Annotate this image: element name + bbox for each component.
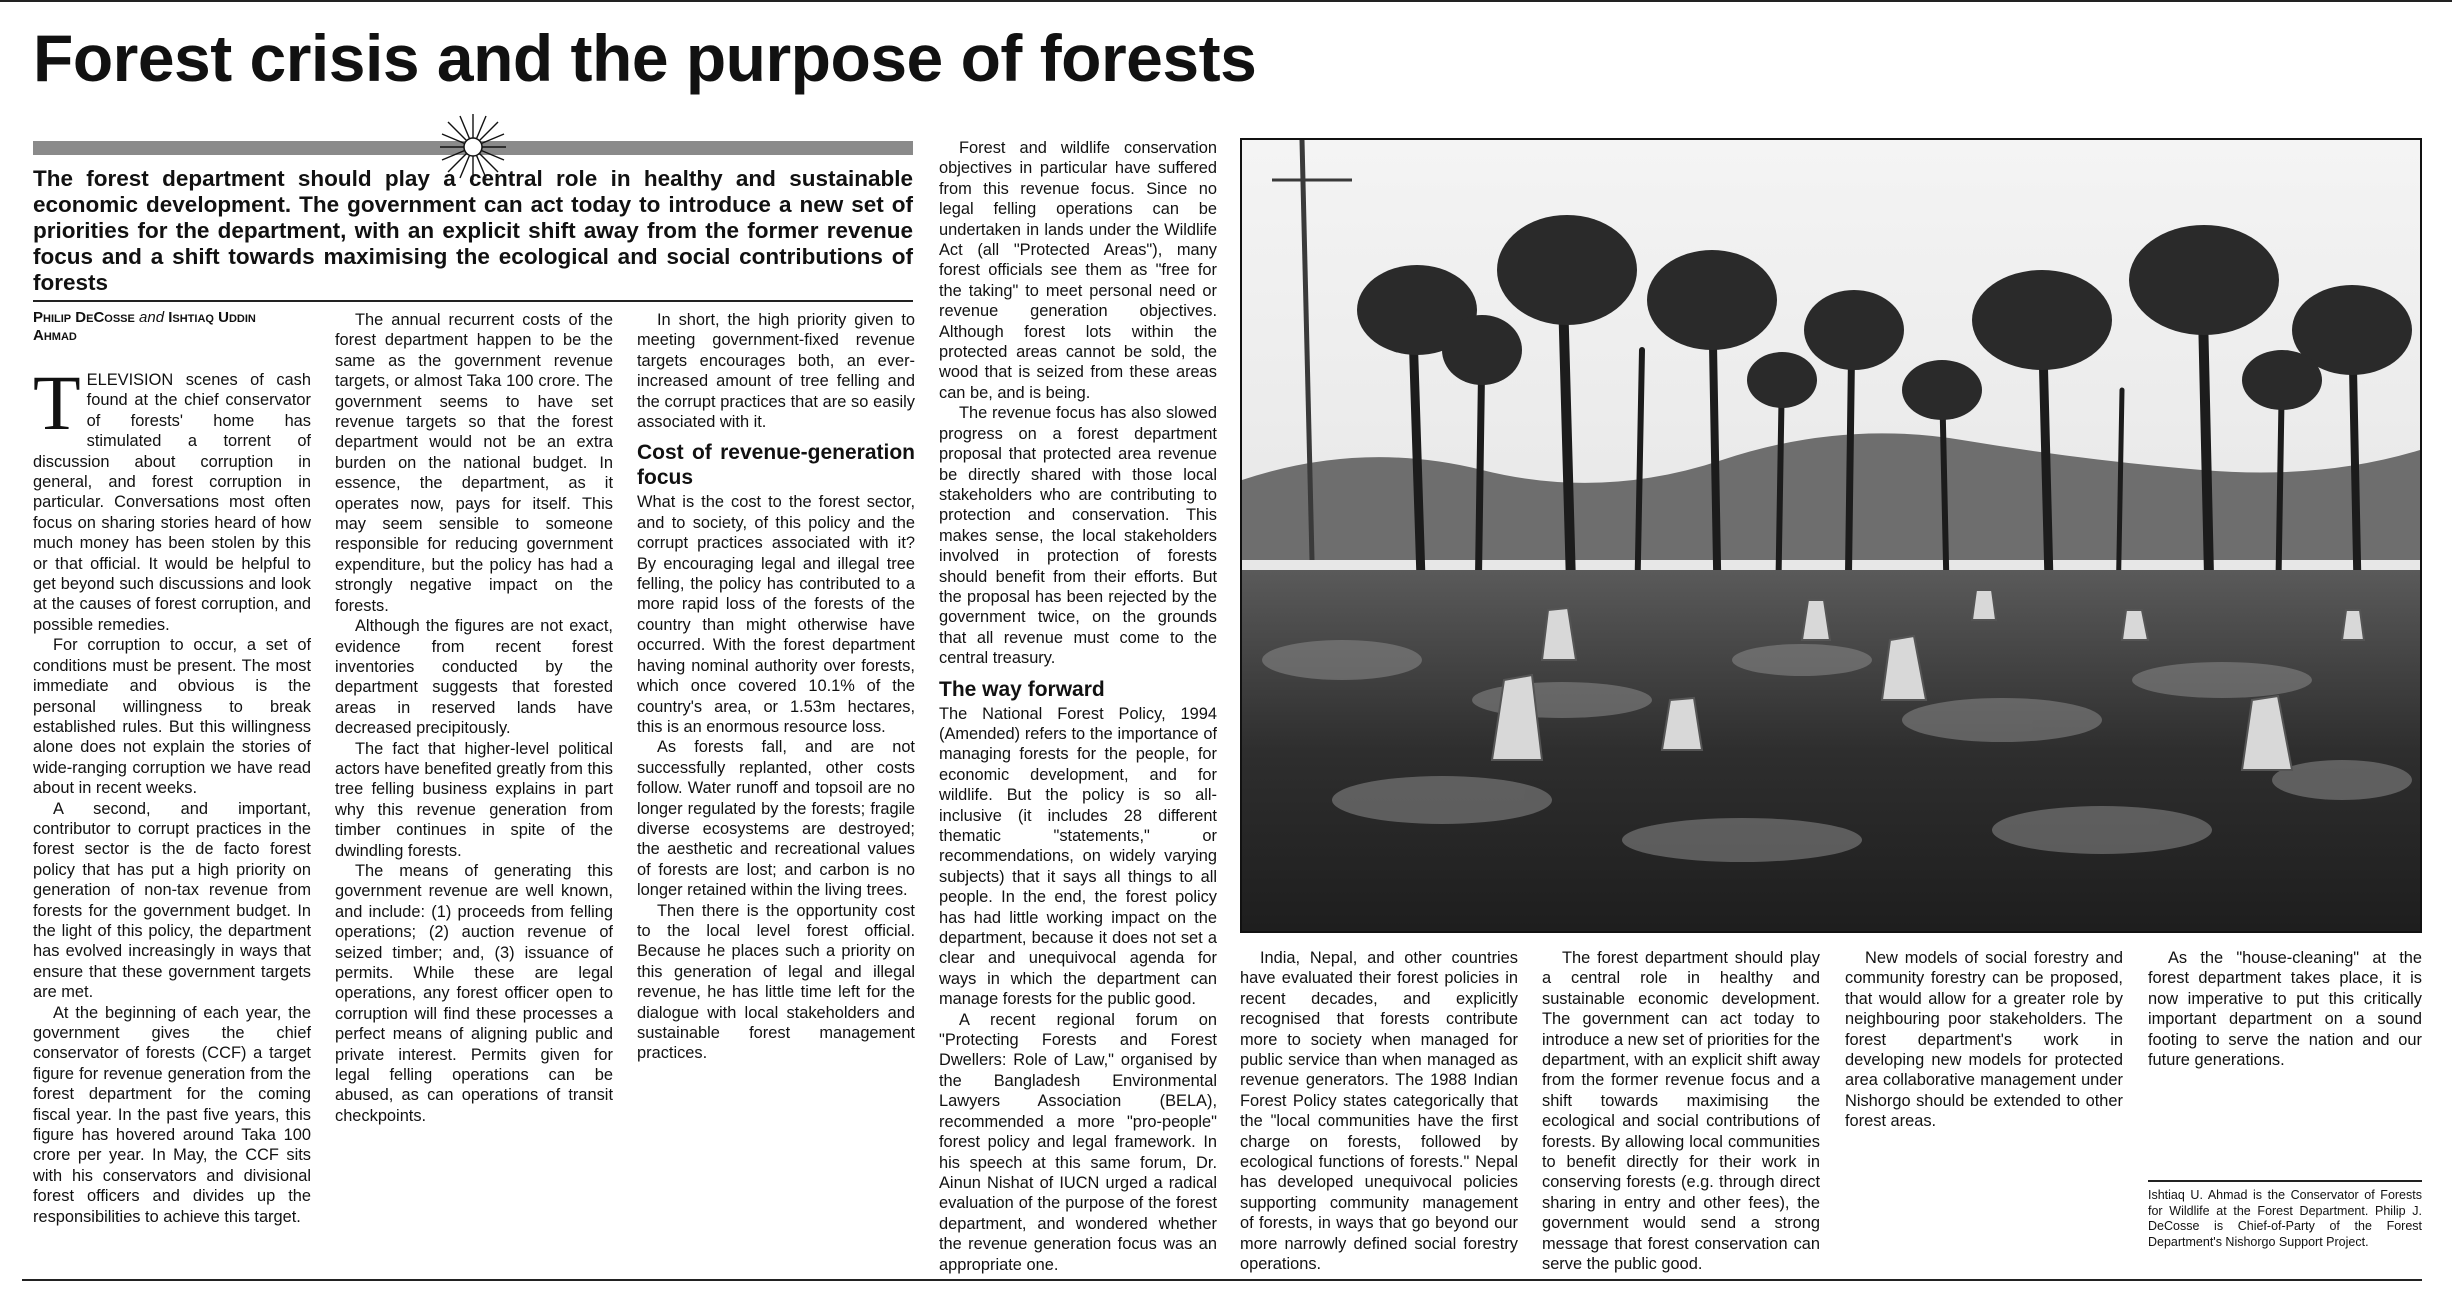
bottom-rule — [22, 1279, 2422, 1281]
byline-conjunction: and — [139, 309, 165, 326]
article-paragraph-12: Then there is the opportunity cost to the local level forest official. Because he places such a priority on this generation of legal and illegal revenue, he has little time left for the dialogue with local stakeholders and sustainable forest management practices. — [637, 901, 915, 1063]
bio-rule — [2148, 1180, 2422, 1182]
subhead-cost: Cost of revenue-generation focus — [637, 441, 915, 490]
article-paragraph-16: A recent regional forum on "Protecting Forests and Forest Dwellers: Role of Law," organised by the Bangladesh Environmental Lawyers Association (BELA), recommended a more "pro-people" forest policy and legal framework. In his speech at this same forum, Dr. Ainun Nishat of IUCN urged a radical evaluation of the purpose of the forest department, and wondered whether the revenue generation focus was an appropriate one. — [939, 1010, 1217, 1274]
dropcap: T — [33, 370, 81, 446]
byline — [33, 309, 303, 345]
byline-author-2: Ishtiaq Uddin Ahmad — [33, 309, 256, 344]
article-paragraph-8: The means of generating this government revenue are well known, and include: (1) proceeds from felling operations; (2) auction revenue of seized timber; and, (3) issuance of permits. While these are legal operations, any forest officer open to corruption will find these processes a perfect means of aligning public and private interest. Permits given for legal felling operations can be abused, as can operations of transit checkpoints. — [335, 861, 613, 1125]
article-paragraph-11: As forests fall, and are not successfully replanted, other costs follow. Water runoff and topsoil are no longer regulated by the forests; fragile diverse ecosystems are destroyed; the aesthetic and recreational values of forests are lost; and carbon is no longer retained within the living trees. — [637, 738, 915, 900]
deck-summary: The forest department should play a central role in healthy and sustainable economic development. The government can act today to introduce a new set of priorities for the department, with an explicit shift away from the former revenue focus and a shift towards maximising the ecological and social contributions of forests — [33, 166, 913, 295]
article-paragraph-2: For corruption to occur, a set of conditions must be present. The most immediate and obvious is the personal willingness to break established rules. But this willingness alone does not explain the stories of wide-ranging corruption we have read about in recent weeks. — [33, 636, 311, 798]
article-paragraph-5: The annual recurrent costs of the forest department happen to be the same as the government revenue targets, or almost Taka 100 crore. The government seems to have set revenue targets so that the forest department would not be an extra burden on the national budget. In essence, the department, as it operates now, pays for itself. This may seem sensible to someone responsible for reducing government expenditure, but the policy has had a strongly negative impact on the forests. — [335, 311, 613, 615]
article-column-2 — [335, 310, 613, 1275]
article-paragraph-7: The fact that higher-level political actors have benefited greatly from this tree felling business explains in part why this revenue generation from timber continues in spite of the dwindling forests. — [335, 739, 613, 860]
article-paragraph-19: New models of social forestry and community forestry can be proposed, that would allow for a greater role by neighbouring poor stakeholders. The forest department's work in developing new models for protected area collaborative management under Nishorgo should be extended to other forest areas. — [1845, 949, 2123, 1131]
deck-rule — [33, 300, 913, 302]
top-rule — [0, 0, 2452, 2]
article-paragraph-20: As the "house-cleaning" at the forest department takes place, it is now imperative to put this critically important department on a sound footing to serve the nation and our future generations. — [2148, 949, 2422, 1070]
article-paragraph-13: Forest and wildlife conservation objectives in particular have suffered from this revenue focus. Since no legal felling operations can be undertaken in lands under the Wildlife Act (all "Protected Areas"), many forest officials see them as "free for the taking" to meet personal need or revenue generation objectives. Although forest lots within the protected areas cannot be sold, the wood that is seized from these areas can be, and is being. — [939, 139, 1217, 402]
article-paragraph-16b: India, Nepal, and other countries have evaluated their forest policies in recent decades, and explicitly recognised that forests contribute more to society when managed for public service than when managed as revenue generators. The 1988 Indian Forest Policy states categorically that the "local communities have the first charge on forests, followed by ecological functions of forests." Nepal has developed unequivocal policies supporting community management of forests, in ways that go beyond our more narrowly defined social forestry operations. — [1240, 949, 1518, 1274]
article-paragraph-1: TELEVISION scenes of cash found at the chief conservator of forests' home has stimulated a torrent of discussion about corruption in general, and forest corruption in particular. Conversations most often focus on sharing stories heard of how much money has been stolen by this or that official. It would be helpful to get beyond such discussions and look at the causes of forest corruption, and possible remedies. — [33, 370, 311, 634]
article-column-7 — [1845, 948, 2123, 1275]
article-paragraph-18: The forest department should play a central role in healthy and sustainable economic development. The government can act today to introduce a new set of priorities for the department, with an explicit shift away from the former revenue focus and a shift towards maximising the ecological and social contributions of forests. By allowing local communities to benefit directly for their work in conserving forests (e.g. through direct sharing in entry and other fees), the government would send a strong message that forest conservation can serve the public good. — [1542, 949, 1820, 1274]
article-paragraph-3: A second, and important, contributor to corrupt practices in the forest sector is the de facto forest policy that has put a high priority on generation of non-tax revenue from forests for the government budget. In the light of this policy, the department has evolved increasingly in ways that ensure that these government targets are met. — [33, 799, 311, 1002]
article-column-6 — [1542, 948, 1820, 1275]
article-paragraph-9: In short, the high priority given to meeting government-fixed revenue targets encourages both, an ever-increased amount of tree felling and the corrupt practices that are so easily associated with it. — [637, 311, 915, 432]
headline: Forest crisis and the purpose of forests — [33, 21, 1257, 95]
article-column-4 — [939, 138, 1217, 1275]
article-column-5 — [1240, 948, 1518, 1275]
author-bio: Ishtiaq U. Ahmad is the Conservator of Forests for Wildlife at the Forest Department. Philip J. DeCosse is Chief-of-Party of the Forest Department's Nishorgo Support Project. — [2148, 1188, 2422, 1249]
article-paragraph-15: The National Forest Policy, 1994 (Amended) refers to the importance of managing forests for the people, for economic development, and for wildlife. But the policy is so all-inclusive (it includes 28 different thematic "statements," or recommendations, on widely varying subjects) that it says all things to all people. In the end, the forest policy has had little working impact on the department, because it does not set a clear and unequivocal agenda for ways in which the department can manage forests for the public good. — [939, 704, 1217, 1009]
article-paragraph-10: What is the cost to the forest sector, and to society, of this policy and the corrupt practices associated with it? By encouraging legal and illegal tree felling, the policy has contributed to a more rapid loss of the forests of the country than might otherwise have occurred. With the forest department having nominal authority over forests, which once covered 10.1% of the country's area, or 1.53m hectares, this is an enormous resource loss. — [637, 493, 915, 736]
article-paragraph-14: The revenue focus has also slowed progress on a forest department proposal that protected area revenue be directly shared with those local stakeholders who are contributing to protection and conservation. This makes sense, the local stakeholders involved in protection of forests should benefit from their efforts. But the proposal has been rejected by the government twice, on the grounds that all revenue must come to the central treasury. — [939, 404, 1217, 668]
subhead-way-forward: The way forward — [939, 677, 1105, 701]
article-column-8 — [2148, 948, 2422, 1174]
forest-clearing-photo — [1240, 138, 2422, 933]
article-paragraph-4: At the beginning of each year, the government gives the chief conservator of forests (CCF) a target figure for revenue generation from the forest department for the coming fiscal year. In the past five years, this figure has hovered around Taka 100 crore per year. In May, the CCF sits with his conservators and divisional forest officers and divides up the responsibilities to achieve this target. — [33, 1003, 311, 1226]
byline-author-1: Philip DeCosse — [33, 309, 135, 326]
article-column-3 — [637, 310, 915, 1275]
article-column-1 — [33, 370, 311, 1275]
article-paragraph-6: Although the figures are not exact, evidence from recent forest inventories conducted by the department suggests that forested areas in reserved lands have decreased precipitously. — [335, 617, 613, 738]
forest-clearing-photo-icon — [1242, 140, 2420, 931]
